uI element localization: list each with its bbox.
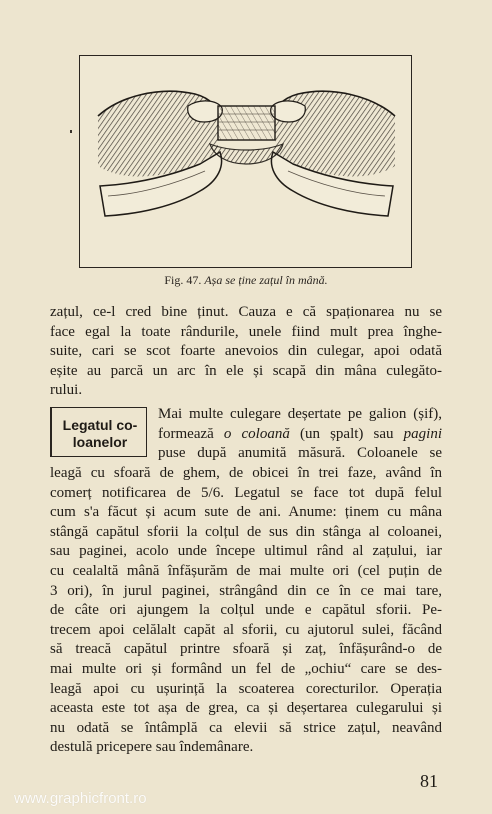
paragraph-1 xyxy=(50,303,442,401)
text-line: destulă pricepere sau îndemânare. xyxy=(50,739,254,756)
text-line: leagă cu sfoară de ghem, de obicei în trei faze, având în xyxy=(50,465,442,481)
text-line: leagă apoi cu ușurință la scoaterea corecturilor. Operația xyxy=(50,680,442,697)
page-number: 81 xyxy=(420,771,438,791)
text-line: mai multe ori și formând un fel de „ochiu“ care se des- xyxy=(50,660,442,677)
side-heading-line-2: loanelor xyxy=(72,434,128,450)
print-speck xyxy=(70,130,72,133)
text-line: să treacă capătul printre sfoară și zaț, înfășurând-o de xyxy=(50,641,442,658)
text-line: aceasta este tot așa de grea, ca și deșertarea culegarului și xyxy=(50,700,442,717)
text-line: cu cealaltă mână înfășurăm de mai multe ori (cel puțin de xyxy=(50,562,442,579)
figure-caption xyxy=(0,273,492,288)
figure-caption-text: Așa se ține zațul în mână. xyxy=(204,273,328,287)
text-line: suite, cari se scot foarte anevoios din culegar, apoi odată xyxy=(50,343,442,360)
text-line: trecem apoi celălalt capăt al sforii, cu ajutorul sulei, făcând xyxy=(50,621,442,638)
text-line: Mai multe culegare deșertate pe galion (șif), xyxy=(158,406,442,422)
text-line: de câte ori ajungem la colțul unde e capătul sforii. Pe- xyxy=(50,602,442,619)
text-line: zațul, ce-l cred bine ținut. Cauza e că spaționarea nu se xyxy=(50,304,442,320)
text-line: stângă capătul sforii la colțul de sus din stânga al coloanei, xyxy=(50,523,442,540)
text-line: cum s'a făcut și acum sute de ani. Anume: ținem cu mâna xyxy=(50,504,442,521)
text-line: sau paginei, acolo unde începe ultimul rând al zațului, iar xyxy=(50,543,442,560)
paragraph-2-beside-heading xyxy=(158,405,442,464)
text-line: 3 ori), în jurul paginei, strângând din ce în ce mai tare, xyxy=(50,582,442,599)
side-heading xyxy=(55,417,145,451)
hands-holding-type-illustration xyxy=(80,56,412,268)
text-line: puse după anumită măsură. Coloanele se xyxy=(158,445,442,462)
text-line: comerț notificarea de 5/6. Legatul se face tot după felul xyxy=(50,484,442,501)
figure-caption-prefix: Fig. 47. xyxy=(164,273,202,287)
text-line: eșite au parcă un arc în ele și scapă din mâna culegăto- xyxy=(50,362,442,379)
text-line: rului. xyxy=(50,382,83,399)
text-line: nu odată se întâmplă ca elevii să strice zațul, neavând xyxy=(50,719,442,736)
side-heading-line-1: Legatul co- xyxy=(62,417,138,433)
text-line: face egal la toate rândurile, unele fiind mult prea înghe- xyxy=(50,323,442,340)
paragraph-2 xyxy=(50,464,442,758)
figure-illustration xyxy=(79,55,412,268)
side-heading-box xyxy=(50,407,147,457)
text-line: formează o coloană (un șpalt) sau pagini xyxy=(158,425,442,442)
watermark: www.graphicfront.ro xyxy=(14,790,147,807)
